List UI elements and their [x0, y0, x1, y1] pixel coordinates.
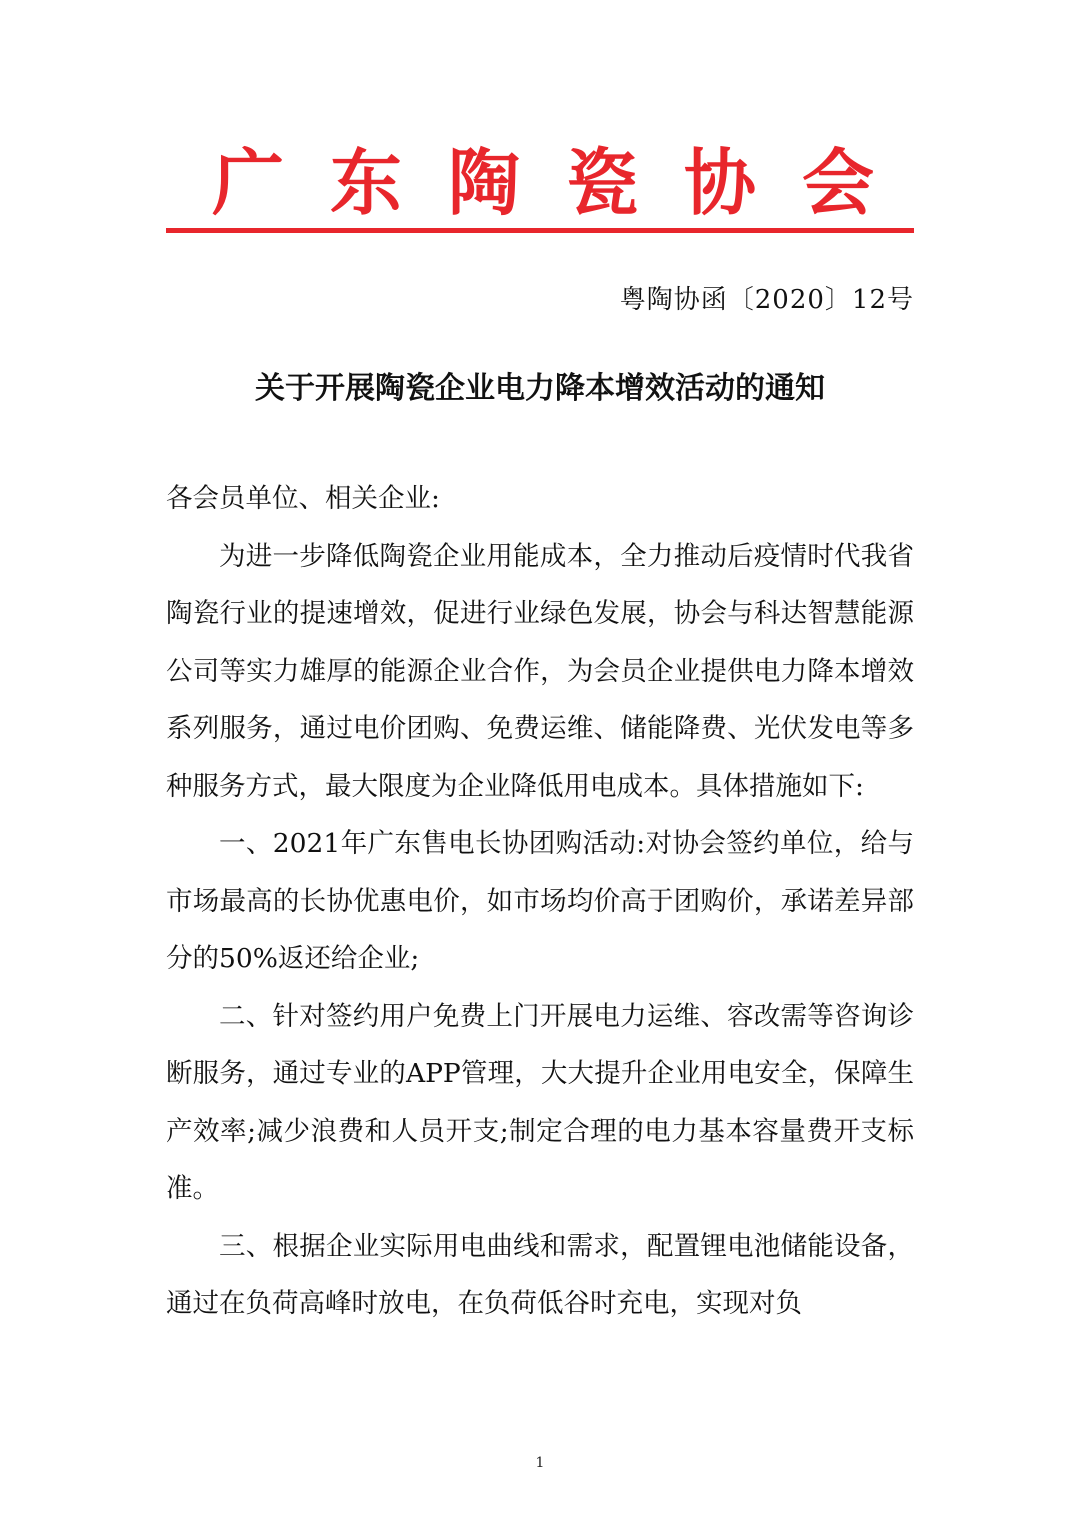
body-paragraph-intro: 为进一步降低陶瓷企业用能成本，全力推动后疫情时代我省陶瓷行业的提速增效，促进行业绿色发展，协会与科达智慧能源公司等实力雄厚的能源企业合作，为会员企业提供电力降本增效系列服务，通过电价团购、免费运维、储能降费、光伏发电等多种服务方式，最大限度为企业降低用电成本。具体措施如下: — [166, 540, 914, 802]
body-paragraph-item-2: 二、针对签约用户免费上门开展电力运维、容改需等咨询诊断服务，通过专业的APP管理，大大提升企业用电安全，保障生产效率;减少浪费和人员开支;制定合理的电力基本容量费开支标准。 — [166, 1000, 914, 1204]
letterhead-org-name: 广东陶瓷协会 — [212, 140, 921, 225]
document-number: 粤陶协函〔2020〕12号 — [619, 285, 914, 315]
letterhead-red-rule — [166, 228, 914, 233]
salutation: 各会员单位、相关企业: — [166, 483, 440, 514]
document-title: 关于开展陶瓷企业电力降本增效活动的通知 — [255, 371, 825, 406]
body-paragraph-item-1: 一、2021年广东售电长协团购活动:对协会签约单位，给与市场最高的长协优惠电价，如市场均价高于团购价，承诺差异部分的50%返还给企业; — [166, 828, 914, 974]
page-number: 1 — [535, 1455, 545, 1471]
document-body — [166, 470, 914, 1333]
body-paragraph-item-3: 三、根据企业实际用电曲线和需求，配置锂电池储能设备，通过在负荷高峰时放电，在负荷低谷时充电，实现对负 — [166, 1230, 914, 1319]
